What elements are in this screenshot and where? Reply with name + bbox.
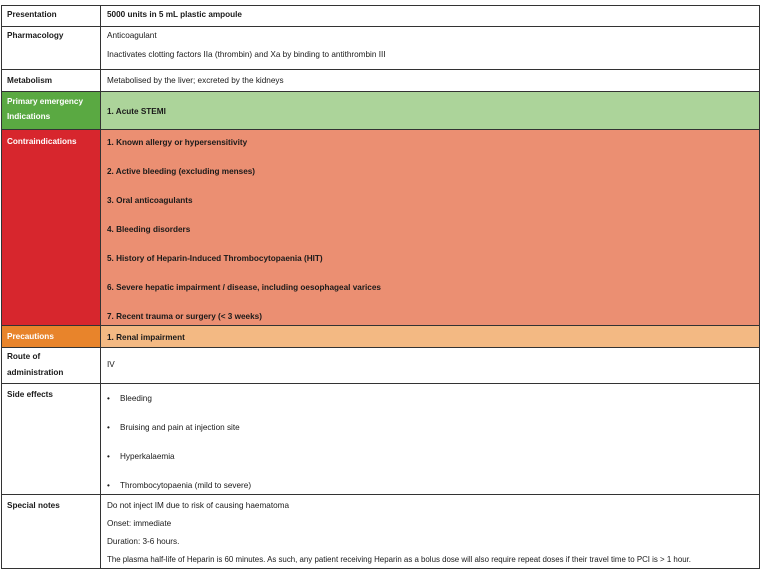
contraindication-item: 7. Recent trauma or surgery (< 3 weeks): [107, 312, 262, 321]
precautions-label: Precautions: [2, 326, 101, 348]
contraindication-item: 2. Active bleeding (excluding menses): [107, 167, 256, 176]
drug-info-table: [1, 5, 760, 569]
side-effect-item: • Bleeding: [107, 394, 152, 403]
primary-indications-label: [2, 92, 101, 130]
side-effect-item: • Bruising and pain at injection site: [107, 423, 240, 432]
row-side-effects: [2, 384, 760, 495]
presentation-value: 5000 units in 5 mL plastic ampoule: [101, 6, 760, 27]
metabolism-label: Metabolism: [2, 70, 101, 92]
indication-item: 1. Acute STEMI: [107, 107, 166, 116]
bullet-icon: •: [107, 394, 110, 403]
bullet-icon: •: [107, 452, 110, 461]
primary-indications-value: [101, 92, 760, 130]
route-value: IV: [101, 348, 760, 384]
primary-indications-label-line2: Indications: [7, 112, 51, 121]
special-notes-label: Special notes: [2, 495, 101, 569]
precautions-value: [101, 326, 760, 348]
route-label: [2, 348, 101, 384]
bullet-icon: •: [107, 423, 110, 432]
contraindication-item: 3. Oral anticoagulants: [107, 196, 193, 205]
metabolism-value: Metabolised by the liver; excreted by the kidneys: [101, 70, 760, 92]
special-note-line: Onset: immediate: [107, 519, 172, 528]
pharmacology-line: Inactivates clotting factors IIa (thrombin) and Xa by binding to antithrombin III: [107, 50, 386, 59]
row-contraindications: [2, 130, 760, 326]
row-presentation: [2, 6, 760, 27]
bullet-icon: •: [107, 481, 110, 490]
contraindication-item: 5. History of Heparin-Induced Thrombocytopaenia (HIT): [107, 254, 323, 263]
contraindications-value: [101, 130, 760, 326]
row-route: [2, 348, 760, 384]
route-label-line1: Route of: [7, 352, 41, 361]
special-notes-value: [101, 495, 760, 569]
primary-indications-label-line1: Primary emergency: [7, 97, 84, 106]
row-metabolism: [2, 70, 760, 92]
pharmacology-label: Pharmacology: [2, 27, 101, 70]
pharmacology-value: [101, 27, 760, 70]
pharmacology-line: Anticoagulant: [107, 31, 157, 40]
route-label-line2: administration: [7, 368, 64, 377]
contraindication-item: 6. Severe hepatic impairment / disease, including oesophageal varices: [107, 283, 381, 292]
special-note-line: Duration: 3-6 hours.: [107, 537, 180, 546]
side-effect-item: • Hyperkalaemia: [107, 452, 175, 461]
precaution-item: 1. Renal impairment: [107, 333, 185, 342]
special-note-line: Do not inject IM due to risk of causing haematoma: [107, 501, 290, 510]
presentation-label: Presentation: [2, 6, 101, 27]
side-effects-label: Side effects: [2, 384, 101, 495]
row-special-notes: [2, 495, 760, 569]
contraindication-item: 4. Bleeding disorders: [107, 225, 191, 234]
row-primary-indications: [2, 92, 760, 130]
side-effects-value: [101, 384, 760, 495]
special-note-line: The plasma half-life of Heparin is 60 minutes. As such, any patient receiving Heparin as a bolus dose will also require repeat doses if their travel time to PCI is > 1 hour.: [107, 555, 691, 564]
side-effect-item: • Thrombocytopaenia (mild to severe): [107, 481, 252, 490]
contraindications-label: Contraindications: [2, 130, 101, 326]
row-pharmacology: [2, 27, 760, 70]
row-precautions: [2, 326, 760, 348]
contraindication-item: 1. Known allergy or hypersensitivity: [107, 138, 248, 147]
